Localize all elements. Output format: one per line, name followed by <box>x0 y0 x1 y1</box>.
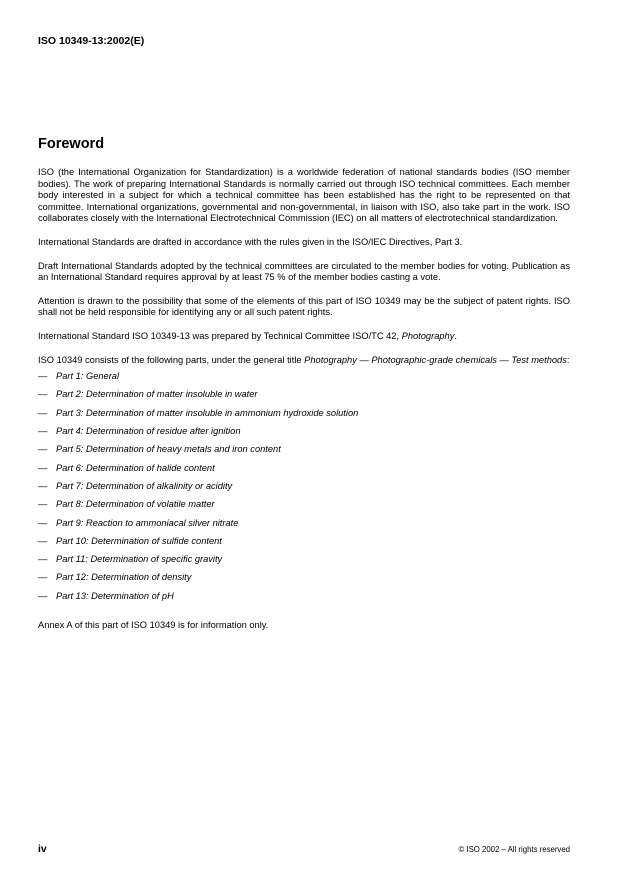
list-dash: — <box>38 517 48 528</box>
parts-intro-end: : <box>566 354 570 365</box>
list-dash: — <box>38 590 48 601</box>
page-title: Foreword <box>38 136 105 152</box>
document-header-id: ISO 10349-13:2002(E) <box>38 35 145 47</box>
part-title: Part 8: Determination of volatile matter <box>56 499 215 510</box>
list-item <box>38 389 570 407</box>
part-title: Part 13: Determination of pH <box>56 590 174 601</box>
part-title: Part 12: Determination of density <box>56 572 192 583</box>
list-item <box>38 499 570 517</box>
part-title: Part 9: Reaction to ammoniacal silver nitrate <box>56 517 239 528</box>
list-dash: — <box>38 371 48 382</box>
part-title: Part 1: General <box>56 371 120 382</box>
list-item <box>38 481 570 499</box>
paragraph-drafting-rules: International Standards are drafted in accordance with the rules given in the ISO/IEC Directives, Part 3. <box>38 236 463 247</box>
copyright-notice: © ISO 2002 – All rights reserved <box>458 845 570 854</box>
list-dash: — <box>38 462 48 473</box>
list-item <box>38 554 570 572</box>
list-dash: — <box>38 444 48 455</box>
general-title: Photography — Photographic-grade chemicals — Test methods <box>304 354 567 365</box>
foreword-body <box>38 167 570 644</box>
list-dash: — <box>38 572 48 583</box>
paragraph-patent-rights: Attention is drawn to the possibility that some of the elements of this part of ISO 10349 may be the subject of patent rights. ISO shall not be held responsible for identifying any or all such patent rights. <box>38 295 570 318</box>
list-dash: — <box>38 389 48 400</box>
list-item <box>38 572 570 590</box>
paragraph-voting: Draft International Standards adopted by the technical committees are circulated to the member bodies for voting. Publication as an International Standard requires approval by at least 75 % of the member bodies casting a vote. <box>38 260 570 283</box>
list-dash: — <box>38 426 48 437</box>
committee-text: International Standard ISO 10349-13 was prepared by Technical Committee ISO/TC 42, <box>38 330 402 341</box>
list-item <box>38 591 570 609</box>
list-dash: — <box>38 554 48 565</box>
part-title: Part 3: Determination of matter insoluble in ammonium hydroxide solution <box>56 407 359 418</box>
paragraph-iso-intro: ISO (the International Organization for Standardization) is a worldwide federation of national standards bodies (ISO member bodies). The work of preparing International Standards is normally carried out through ISO technical committees. Each member body interested in a subject for which a technical committee has been established has the right to be represented on that committee. International organizations, governmental and non-governmental, in liaison with ISO, also take part in the work. ISO collaborates closely with the International Electrotechnical Commission (IEC) on all matters of electrotechnical standardization. <box>38 167 570 224</box>
list-item <box>38 371 570 389</box>
part-title: Part 10: Determination of sulfide content <box>56 535 222 546</box>
list-item <box>38 408 570 426</box>
part-title: Part 7: Determination of alkalinity or acidity <box>56 480 233 491</box>
paragraph-annex: Annex A of this part of ISO 10349 is for information only. <box>38 619 269 630</box>
paragraph-committee <box>38 331 570 343</box>
committee-subject: Photography <box>401 330 455 341</box>
list-dash: — <box>38 535 48 546</box>
list-dash: — <box>38 480 48 491</box>
list-item <box>38 426 570 444</box>
list-item <box>38 444 570 462</box>
committee-end: . <box>454 330 457 341</box>
part-title: Part 11: Determination of specific gravity <box>56 554 223 565</box>
page-number: iv <box>38 843 47 855</box>
parts-intro-text: ISO 10349 consists of the following parts, under the general title <box>38 354 305 365</box>
parts-list <box>38 371 570 609</box>
list-dash: — <box>38 407 48 418</box>
paragraph-parts-intro <box>38 355 570 367</box>
part-title: Part 5: Determination of heavy metals and iron content <box>56 444 281 455</box>
part-title: Part 6: Determination of halide content <box>56 462 215 473</box>
part-title: Part 4: Determination of residue after ignition <box>56 426 241 437</box>
list-dash: — <box>38 499 48 510</box>
list-item <box>38 463 570 481</box>
part-title: Part 2: Determination of matter insoluble in water <box>56 389 258 400</box>
list-item <box>38 518 570 536</box>
list-item <box>38 536 570 554</box>
